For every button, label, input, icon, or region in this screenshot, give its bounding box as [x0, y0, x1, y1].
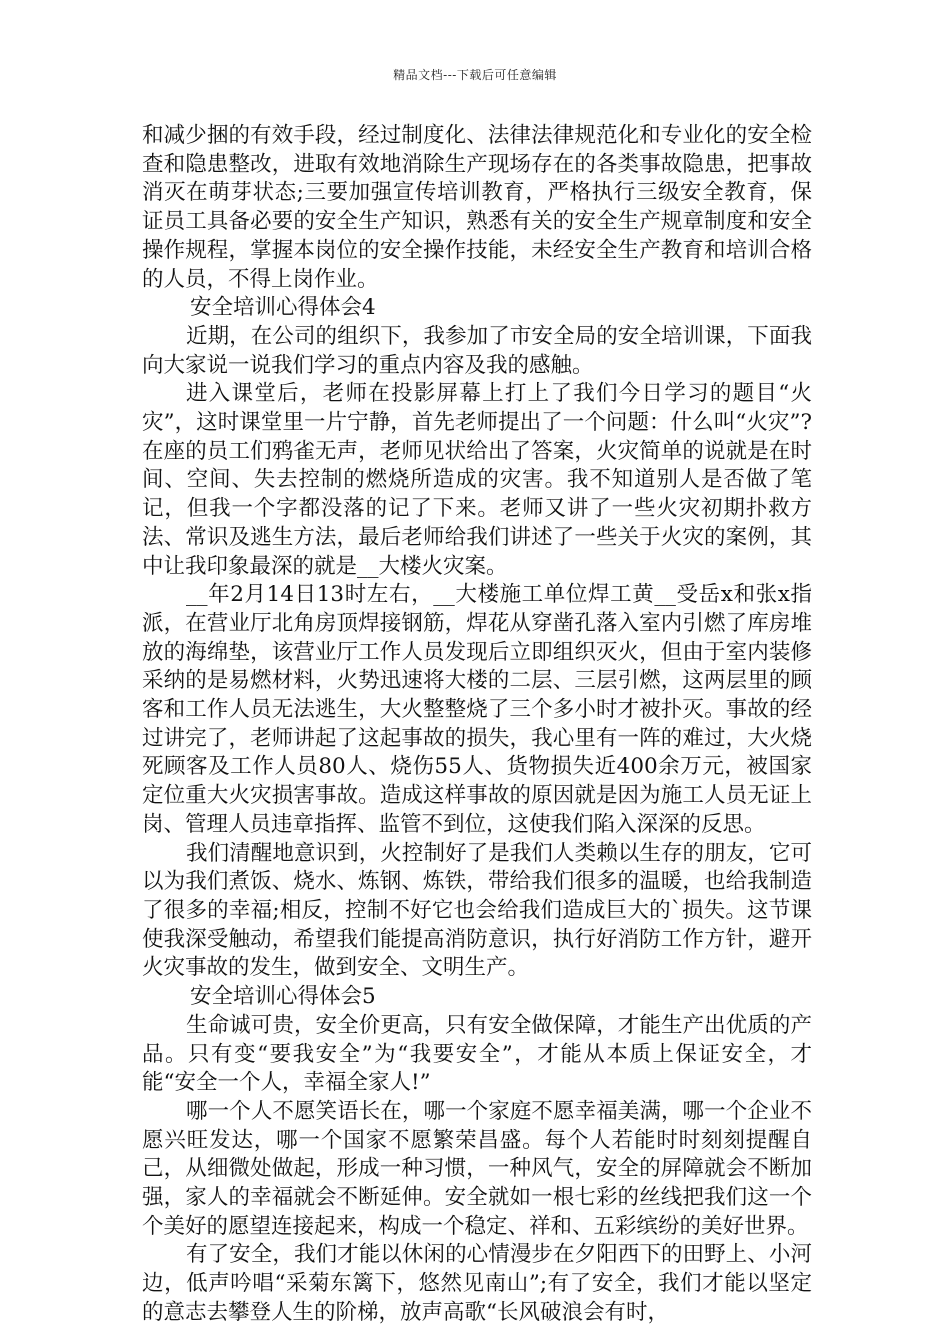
- page-header: 精品文档---下载后可任意编辑: [393, 68, 557, 82]
- document-body: [142, 122, 812, 1328]
- paragraph: 生命诚可贵，安全价更高，只有安全做保障，才能生产出优质的产品。只有变“要我安全”为“我要安全”，才能从本质上保证安全，才能“安全一个人，幸福全家人!”: [142, 1012, 812, 1096]
- paragraph: 我们清醒地意识到，火控制好了是我们人类赖以生存的朋友，它可以为我们煮饭、烧水、炼钢、炼铁，带给我们很多的温暖，也给我制造了很多的幸福;相反，控制不好它也会给我们造成巨大的`损失。这节课使我深受触动，希望我们能提高消防意识，执行好消防工作方针，避开火灾事故的发生，做到安全、文明生产。: [142, 840, 812, 981]
- paragraph: 哪一个人不愿笑语长在，哪一个家庭不愿幸福美满，哪一个企业不愿兴旺发达，哪一个国家不愿繁荣昌盛。每个人若能时时刻刻提醒自己，从细微处做起，形成一种习惯，一种风气，安全的屏障就会不断加强，家人的幸福就会不断延伸。安全就如一根七彩的丝线把我们这一个个美好的愿望连接起来，构成一个稳定、祥和、五彩缤纷的美好世界。: [142, 1098, 812, 1239]
- paragraph: 近期，在公司的组织下，我参加了市安全局的安全培训课，下面我向大家说一说我们学习的重点内容及我的感触。: [142, 323, 812, 378]
- paragraph: 和减少捆的有效手段，经过制度化、法律法律规范化和专业化的安全检查和隐患整改，进取有效地消除生产现场存在的各类事故隐患，把事故消灭在萌芽状态;三要加强宣传培训教育，严格执行三级安全教育，保证员工具备必要的安全生产知识，熟悉有关的安全生产规章制度和安全操作规程，掌握本岗位的安全操作技能，未经安全生产教育和培训合格的人员，不得上岗作业。: [142, 123, 812, 292]
- paragraph: 进入课堂后，老师在投影屏幕上打上了我们今日学习的题目“火灾”，这时课堂里一片宁静，首先老师提出了一个问题：什么叫“火灾”?在座的员工们鸦雀无声，老师见状给出了答案，火灾简单的说就是在时间、空间、失去控制的燃烧所造成的灾害。我不知道别人是否做了笔记，但我一个字都没落的记了下来。老师又讲了一些火灾初期扑救方法、常识及逃生方法，最后老师给我们讲述了一些关于火灾的案例，其中让我印象最深的就是__大楼火灾案。: [142, 381, 812, 579]
- section-heading: 安全培训心得体会4: [190, 295, 376, 321]
- section-heading: 安全培训心得体会5: [190, 984, 376, 1010]
- paragraph: __年2月14日13时左右，__大楼施工单位焊工黄__受岳x和张x指派，在营业厅北角房顶焊接钢筋，焊花从穿凿孔落入室内引燃了库房堆放的海绵垫，该营业厅工作人员发现后立即组织灭火，但由于室内装修采纳的是易燃材料，火势迅速将大楼的二层、三层引燃，这两层里的顾客和工作人员无法逃生，大火整整烧了三个多小时才被扑灭。事故的经过讲完了，老师讲起了这起事故的损失，我心里有一阵的难过，大火烧死顾客及工作人员80人、烧伤55人、货物损失近400余万元，被国家定位重大火灾损害事故。造成这样事故的原因就是因为施工人员无证上岗、管理人员违章指挥、监管不到位，这使我们陷入深深的反思。: [142, 582, 812, 837]
- paragraph: 有了安全，我们才能以休闲的心情漫步在夕阳西下的田野上、小河边，低声吟唱“采菊东篱下，悠然见南山”;有了安全，我们才能以坚定的意志去攀登人生的阶梯，放声高歌“长风破浪会有时，: [142, 1242, 812, 1325]
